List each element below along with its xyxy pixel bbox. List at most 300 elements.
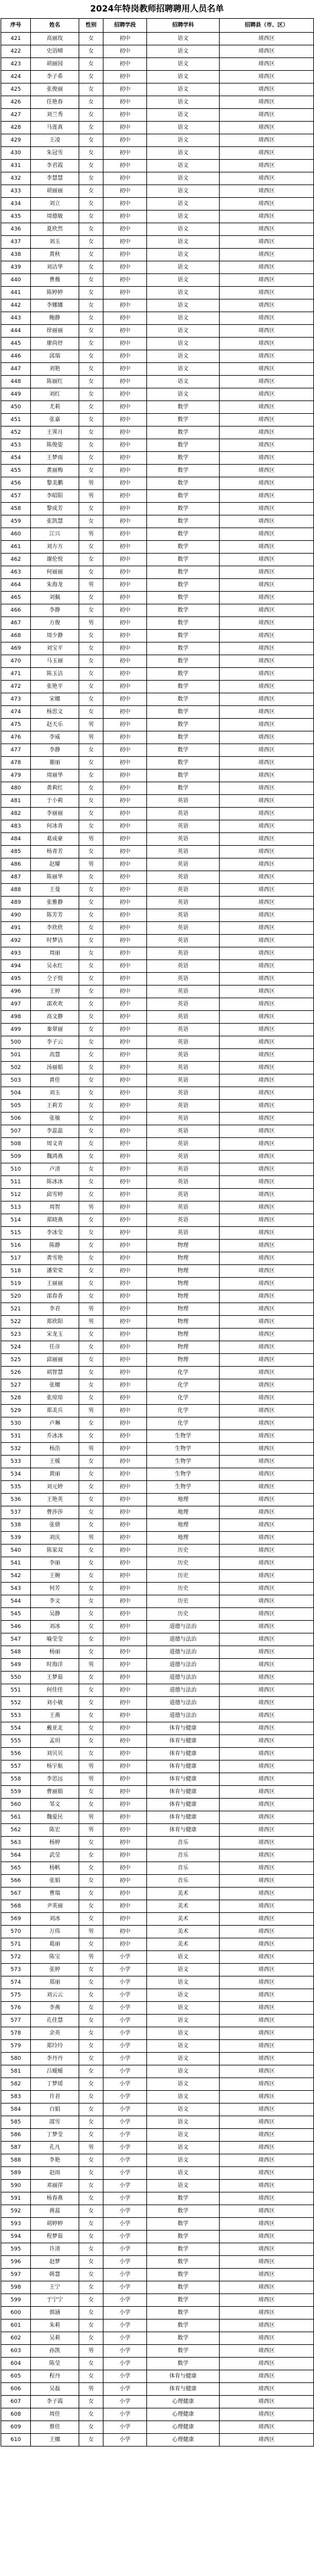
cell-gender: 女 [79, 160, 103, 172]
cell-stage: 初中 [103, 1303, 147, 1316]
table-row [1, 2015, 314, 2027]
cell-index: 457 [1, 490, 31, 503]
cell-stage: 初中 [103, 1201, 147, 1214]
cell-subject: 语文 [147, 2116, 220, 2129]
cell-county: 靖西区 [220, 1557, 314, 1570]
cell-county: 靖西区 [220, 833, 314, 846]
cell-subject: 英语 [147, 1189, 220, 1201]
cell-subject: 语文 [147, 2078, 220, 2091]
cell-county: 靖西区 [220, 1430, 314, 1443]
table-row [1, 935, 314, 947]
cell-stage: 小学 [103, 2421, 147, 2434]
cell-subject: 数学 [147, 554, 220, 566]
cell-subject: 英语 [147, 1125, 220, 1138]
cell-name: 郑丽 [31, 1976, 79, 1989]
table-row [1, 820, 314, 833]
cell-stage: 初中 [103, 147, 147, 160]
cell-name: 黎成芳 [31, 503, 79, 515]
table-row [1, 2332, 314, 2345]
table-row [1, 452, 314, 465]
table-row [1, 1367, 314, 1379]
table-row [1, 808, 314, 820]
cell-stage: 初中 [103, 1138, 147, 1151]
cell-county: 靖西区 [220, 1545, 314, 1557]
cell-subject: 物理 [147, 1316, 220, 1329]
table-row [1, 2104, 314, 2116]
cell-index: 460 [1, 528, 31, 541]
table-row [1, 83, 314, 96]
cell-stage: 初中 [103, 388, 147, 401]
cell-stage: 初中 [103, 731, 147, 744]
cell-gender: 女 [79, 1417, 103, 1430]
cell-name: 张雅静 [31, 897, 79, 909]
cell-subject: 体育与健康 [147, 1824, 220, 1837]
cell-name: 周文青 [31, 1138, 79, 1151]
table-row [1, 198, 314, 211]
cell-gender: 女 [79, 820, 103, 833]
cell-county: 靖西区 [220, 477, 314, 490]
cell-subject: 语文 [147, 2065, 220, 2078]
cell-name: 白娟 [31, 2104, 79, 2116]
cell-name: 张琼琼 [31, 1392, 79, 1405]
cell-index: 490 [1, 909, 31, 922]
cell-index: 530 [1, 1417, 31, 1430]
cell-index: 566 [1, 1875, 31, 1888]
cell-gender: 女 [79, 998, 103, 1011]
cell-gender: 女 [79, 249, 103, 261]
cell-name: 郑美兵 [31, 1405, 79, 1417]
table-row [1, 1913, 314, 1926]
cell-index: 561 [1, 1811, 31, 1824]
cell-index: 535 [1, 1481, 31, 1494]
cell-county: 靖西区 [220, 1417, 314, 1430]
cell-gender: 女 [79, 935, 103, 947]
cell-index: 572 [1, 1951, 31, 1964]
table-row [1, 897, 314, 909]
cell-index: 537 [1, 1506, 31, 1519]
cell-index: 597 [1, 2269, 31, 2281]
cell-stage: 初中 [103, 554, 147, 566]
cell-stage: 初中 [103, 414, 147, 427]
cell-name: 乔冰冰 [31, 1430, 79, 1443]
cell-county: 靖西区 [220, 1456, 314, 1468]
cell-index: 452 [1, 427, 31, 439]
cell-stage: 初中 [103, 1710, 147, 1722]
header-gender: 性别 [79, 19, 103, 33]
cell-county: 靖西区 [220, 782, 314, 795]
cell-county: 靖西区 [220, 1824, 314, 1837]
cell-county: 靖西区 [220, 71, 314, 83]
cell-subject: 语文 [147, 2002, 220, 2015]
cell-gender: 女 [79, 693, 103, 706]
cell-index: 569 [1, 1913, 31, 1926]
cell-gender: 女 [79, 2027, 103, 2040]
table-row [1, 1926, 314, 1938]
cell-subject: 语文 [147, 2142, 220, 2154]
cell-index: 568 [1, 1900, 31, 1913]
table-row [1, 884, 314, 897]
cell-name: 刘冰 [31, 1621, 79, 1633]
table-row [1, 1583, 314, 1595]
table-row [1, 515, 314, 528]
cell-name: 邹文 [31, 1799, 79, 1811]
cell-name: 时海洋 [31, 1659, 79, 1672]
cell-subject: 语文 [147, 2154, 220, 2167]
cell-subject: 化学 [147, 1392, 220, 1405]
cell-stage: 初中 [103, 1672, 147, 1684]
cell-gender: 女 [79, 2180, 103, 2192]
cell-subject: 数学 [147, 592, 220, 604]
cell-subject: 英语 [147, 909, 220, 922]
cell-name: 李威 [31, 731, 79, 744]
cell-county: 靖西区 [220, 2104, 314, 2116]
cell-index: 487 [1, 871, 31, 884]
cell-county: 靖西区 [220, 2243, 314, 2256]
cell-name: 杨青芳 [31, 846, 79, 858]
cell-name: 宋娜 [31, 693, 79, 706]
header-stage: 招聘学段 [103, 19, 147, 33]
table-header-row [1, 19, 314, 33]
cell-name: 高慧 [31, 1049, 79, 1062]
cell-county: 靖西区 [220, 1240, 314, 1252]
cell-name: 胡婷婷 [31, 2218, 79, 2231]
cell-name: 朱海龙 [31, 579, 79, 592]
cell-stage: 初中 [103, 833, 147, 846]
cell-name: 仝子悦 [31, 973, 79, 986]
cell-gender: 女 [79, 1049, 103, 1062]
cell-stage: 初中 [103, 1875, 147, 1888]
cell-subject: 数学 [147, 731, 220, 744]
table-row [1, 427, 314, 439]
table-row [1, 2319, 314, 2332]
cell-name: 朱莉 [31, 2319, 79, 2332]
cell-county: 靖西区 [220, 2218, 314, 2231]
cell-stage: 初中 [103, 1214, 147, 1227]
cell-gender: 女 [79, 172, 103, 185]
table-row [1, 1316, 314, 1329]
cell-stage: 初中 [103, 1837, 147, 1849]
cell-stage: 初中 [103, 1786, 147, 1799]
cell-county: 靖西区 [220, 566, 314, 579]
cell-gender: 女 [79, 1074, 103, 1087]
cell-index: 525 [1, 1354, 31, 1367]
cell-stage: 小学 [103, 2180, 147, 2192]
cell-stage: 初中 [103, 1290, 147, 1303]
cell-subject: 数学 [147, 630, 220, 642]
cell-subject: 数学 [147, 2256, 220, 2269]
cell-subject: 英语 [147, 1087, 220, 1100]
cell-gender: 女 [79, 2205, 103, 2218]
cell-stage: 初中 [103, 1024, 147, 1036]
cell-subject: 数学 [147, 706, 220, 719]
cell-name: 陈冰冰 [31, 1176, 79, 1189]
cell-name: 赵雨 [31, 2167, 79, 2180]
cell-gender: 男 [79, 1443, 103, 1456]
cell-name: 韩慧 [31, 2269, 79, 2281]
cell-stage: 初中 [103, 1773, 147, 1786]
cell-stage: 初中 [103, 363, 147, 376]
table-row [1, 1214, 314, 1227]
cell-county: 靖西区 [220, 706, 314, 719]
cell-stage: 初中 [103, 1392, 147, 1405]
cell-county: 靖西区 [220, 2015, 314, 2027]
cell-index: 604 [1, 2358, 31, 2370]
table-row [1, 1176, 314, 1189]
cell-county: 靖西区 [220, 515, 314, 528]
cell-name: 杨婷 [31, 1837, 79, 1849]
cell-name: 丁梦莹 [31, 2129, 79, 2142]
cell-gender: 女 [79, 1036, 103, 1049]
cell-subject: 语文 [147, 350, 220, 363]
cell-name: 刘兰秀 [31, 109, 79, 122]
cell-subject: 数学 [147, 2319, 220, 2332]
table-row [1, 1646, 314, 1659]
cell-name: 李思远 [31, 1773, 79, 1786]
table-row [1, 1989, 314, 2002]
cell-county: 靖西区 [220, 1646, 314, 1659]
cell-subject: 道德与法治 [147, 1633, 220, 1646]
cell-gender: 女 [79, 325, 103, 338]
cell-index: 556 [1, 1748, 31, 1760]
cell-county: 靖西区 [220, 388, 314, 401]
cell-stage: 初中 [103, 477, 147, 490]
cell-gender: 女 [79, 1506, 103, 1519]
cell-gender: 女 [79, 1748, 103, 1760]
cell-stage: 初中 [103, 973, 147, 986]
cell-gender: 女 [79, 211, 103, 223]
cell-name: 宋龙玉 [31, 1329, 79, 1341]
cell-name: 邵欢欢 [31, 998, 79, 1011]
cell-county: 靖西区 [220, 2383, 314, 2396]
cell-subject: 体育与健康 [147, 2370, 220, 2383]
cell-subject: 数学 [147, 744, 220, 757]
cell-name: 周丽 [31, 947, 79, 960]
cell-stage: 小学 [103, 2383, 147, 2396]
cell-subject: 历史 [147, 1570, 220, 1583]
cell-index: 446 [1, 350, 31, 363]
cell-subject: 语文 [147, 363, 220, 376]
cell-county: 靖西区 [220, 172, 314, 185]
cell-name: 江兴 [31, 528, 79, 541]
table-row [1, 1862, 314, 1875]
cell-index: 447 [1, 363, 31, 376]
cell-county: 靖西区 [220, 1024, 314, 1036]
cell-gender: 女 [79, 223, 103, 236]
cell-gender: 女 [79, 2040, 103, 2053]
cell-index: 563 [1, 1837, 31, 1849]
cell-county: 靖西区 [220, 1494, 314, 1506]
cell-county: 靖西区 [220, 897, 314, 909]
cell-index: 441 [1, 287, 31, 299]
cell-stage: 初中 [103, 871, 147, 884]
cell-stage: 初中 [103, 1456, 147, 1468]
cell-index: 438 [1, 249, 31, 261]
cell-index: 520 [1, 1290, 31, 1303]
cell-name: 郑欣阳 [31, 1316, 79, 1329]
cell-gender: 男 [79, 731, 103, 744]
cell-subject: 数学 [147, 2205, 220, 2218]
cell-county: 靖西区 [220, 795, 314, 808]
cell-name: 黄雪艳 [31, 1252, 79, 1265]
cell-subject: 语文 [147, 2053, 220, 2065]
cell-stage: 小学 [103, 2205, 147, 2218]
table-row [1, 1938, 314, 1951]
cell-county: 靖西区 [220, 820, 314, 833]
cell-county: 靖西区 [220, 1519, 314, 1532]
table-row [1, 1151, 314, 1163]
cell-gender: 女 [79, 122, 103, 134]
cell-county: 靖西区 [220, 668, 314, 681]
cell-index: 517 [1, 1252, 31, 1265]
cell-index: 492 [1, 935, 31, 947]
cell-index: 480 [1, 782, 31, 795]
cell-county: 靖西区 [220, 1837, 314, 1849]
cell-name: 张倩 [31, 1519, 79, 1532]
cell-name: 史语晴 [31, 45, 79, 58]
cell-name: 李艳 [31, 2154, 79, 2167]
table-row [1, 388, 314, 401]
cell-gender: 女 [79, 846, 103, 858]
cell-stage: 初中 [103, 1494, 147, 1506]
cell-name: 徐丽丽 [31, 325, 79, 338]
cell-subject: 体育与健康 [147, 1735, 220, 1748]
cell-subject: 英语 [147, 986, 220, 998]
cell-stage: 初中 [103, 1583, 147, 1595]
cell-name: 李欣欣 [31, 922, 79, 935]
cell-subject: 语文 [147, 2129, 220, 2142]
cell-gender: 女 [79, 388, 103, 401]
cell-index: 593 [1, 2218, 31, 2231]
cell-index: 467 [1, 617, 31, 630]
cell-county: 靖西区 [220, 2129, 314, 2142]
cell-stage: 初中 [103, 122, 147, 134]
cell-county: 靖西区 [220, 744, 314, 757]
cell-gender: 女 [79, 1570, 103, 1583]
table-row [1, 1760, 314, 1773]
table-row [1, 566, 314, 579]
cell-gender: 男 [79, 1532, 103, 1545]
table-row [1, 1722, 314, 1735]
cell-subject: 道德与法治 [147, 1684, 220, 1697]
table-row [1, 1278, 314, 1290]
cell-name: 尹英丽 [31, 1900, 79, 1913]
cell-index: 436 [1, 223, 31, 236]
cell-subject: 数学 [147, 541, 220, 554]
cell-index: 609 [1, 2421, 31, 2434]
table-row [1, 477, 314, 490]
cell-subject: 英语 [147, 922, 220, 935]
cell-gender: 女 [79, 2256, 103, 2269]
cell-index: 502 [1, 1062, 31, 1074]
table-row [1, 1481, 314, 1494]
cell-subject: 美术 [147, 1900, 220, 1913]
table-row [1, 2002, 314, 2015]
cell-gender: 男 [79, 528, 103, 541]
cell-county: 靖西区 [220, 198, 314, 211]
cell-name: 张凯慧 [31, 515, 79, 528]
cell-county: 靖西区 [220, 2027, 314, 2040]
cell-stage: 初中 [103, 770, 147, 782]
cell-index: 539 [1, 1532, 31, 1545]
table-row [1, 579, 314, 592]
table-row [1, 1672, 314, 1684]
document-title: 2024年特岗教师招聘聘用人员名单 [90, 4, 224, 14]
table-row [1, 795, 314, 808]
cell-gender: 女 [79, 439, 103, 452]
cell-name: 陈宝 [31, 1951, 79, 1964]
table-row [1, 871, 314, 884]
cell-gender: 女 [79, 71, 103, 83]
cell-stage: 初中 [103, 541, 147, 554]
cell-name: 陈静 [31, 1240, 79, 1252]
cell-gender: 男 [79, 477, 103, 490]
table-row [1, 1417, 314, 1430]
cell-index: 464 [1, 579, 31, 592]
cell-name: 陈莹 [31, 2358, 79, 2370]
table-row [1, 1888, 314, 1900]
cell-name: 陈家双 [31, 1545, 79, 1557]
cell-county: 靖西区 [220, 1773, 314, 1786]
cell-gender: 男 [79, 2142, 103, 2154]
cell-county: 靖西区 [220, 1722, 314, 1735]
cell-stage: 初中 [103, 1506, 147, 1519]
table-row [1, 1570, 314, 1583]
header-index: 序号 [1, 19, 31, 33]
cell-index: 506 [1, 1113, 31, 1125]
cell-county: 靖西区 [220, 1938, 314, 1951]
cell-stage: 初中 [103, 1113, 147, 1125]
cell-gender: 女 [79, 642, 103, 655]
cell-name: 邱丽丽 [31, 1354, 79, 1367]
table-row [1, 1303, 314, 1316]
cell-stage: 小学 [103, 1989, 147, 2002]
cell-subject: 化学 [147, 1417, 220, 1430]
cell-stage: 初中 [103, 1811, 147, 1824]
cell-county: 靖西区 [220, 2256, 314, 2269]
header-county: 招聘县（市、区） [220, 19, 314, 33]
cell-county: 靖西区 [220, 757, 314, 770]
cell-index: 542 [1, 1570, 31, 1583]
cell-subject: 数学 [147, 693, 220, 706]
cell-subject: 数学 [147, 770, 220, 782]
cell-gender: 女 [79, 1938, 103, 1951]
cell-index: 558 [1, 1773, 31, 1786]
cell-name: 李君霞 [31, 160, 79, 172]
cell-index: 484 [1, 833, 31, 846]
cell-subject: 体育与健康 [147, 1786, 220, 1799]
table-row [1, 2358, 314, 2370]
cell-stage: 初中 [103, 1659, 147, 1672]
cell-gender: 女 [79, 2129, 103, 2142]
cell-subject: 语文 [147, 172, 220, 185]
cell-stage: 初中 [103, 427, 147, 439]
cell-gender: 女 [79, 2053, 103, 2065]
cell-stage: 初中 [103, 960, 147, 973]
cell-stage: 初中 [103, 83, 147, 96]
cell-subject: 数学 [147, 681, 220, 693]
table-row [1, 1684, 314, 1697]
table-row [1, 1824, 314, 1837]
cell-county: 靖西区 [220, 122, 314, 134]
cell-index: 488 [1, 884, 31, 897]
cell-stage: 初中 [103, 986, 147, 998]
cell-county: 靖西区 [220, 1748, 314, 1760]
cell-stage: 初中 [103, 782, 147, 795]
cell-gender: 女 [79, 1900, 103, 1913]
cell-name: 李燕 [31, 2002, 79, 2015]
cell-stage: 初中 [103, 1799, 147, 1811]
table-row [1, 223, 314, 236]
